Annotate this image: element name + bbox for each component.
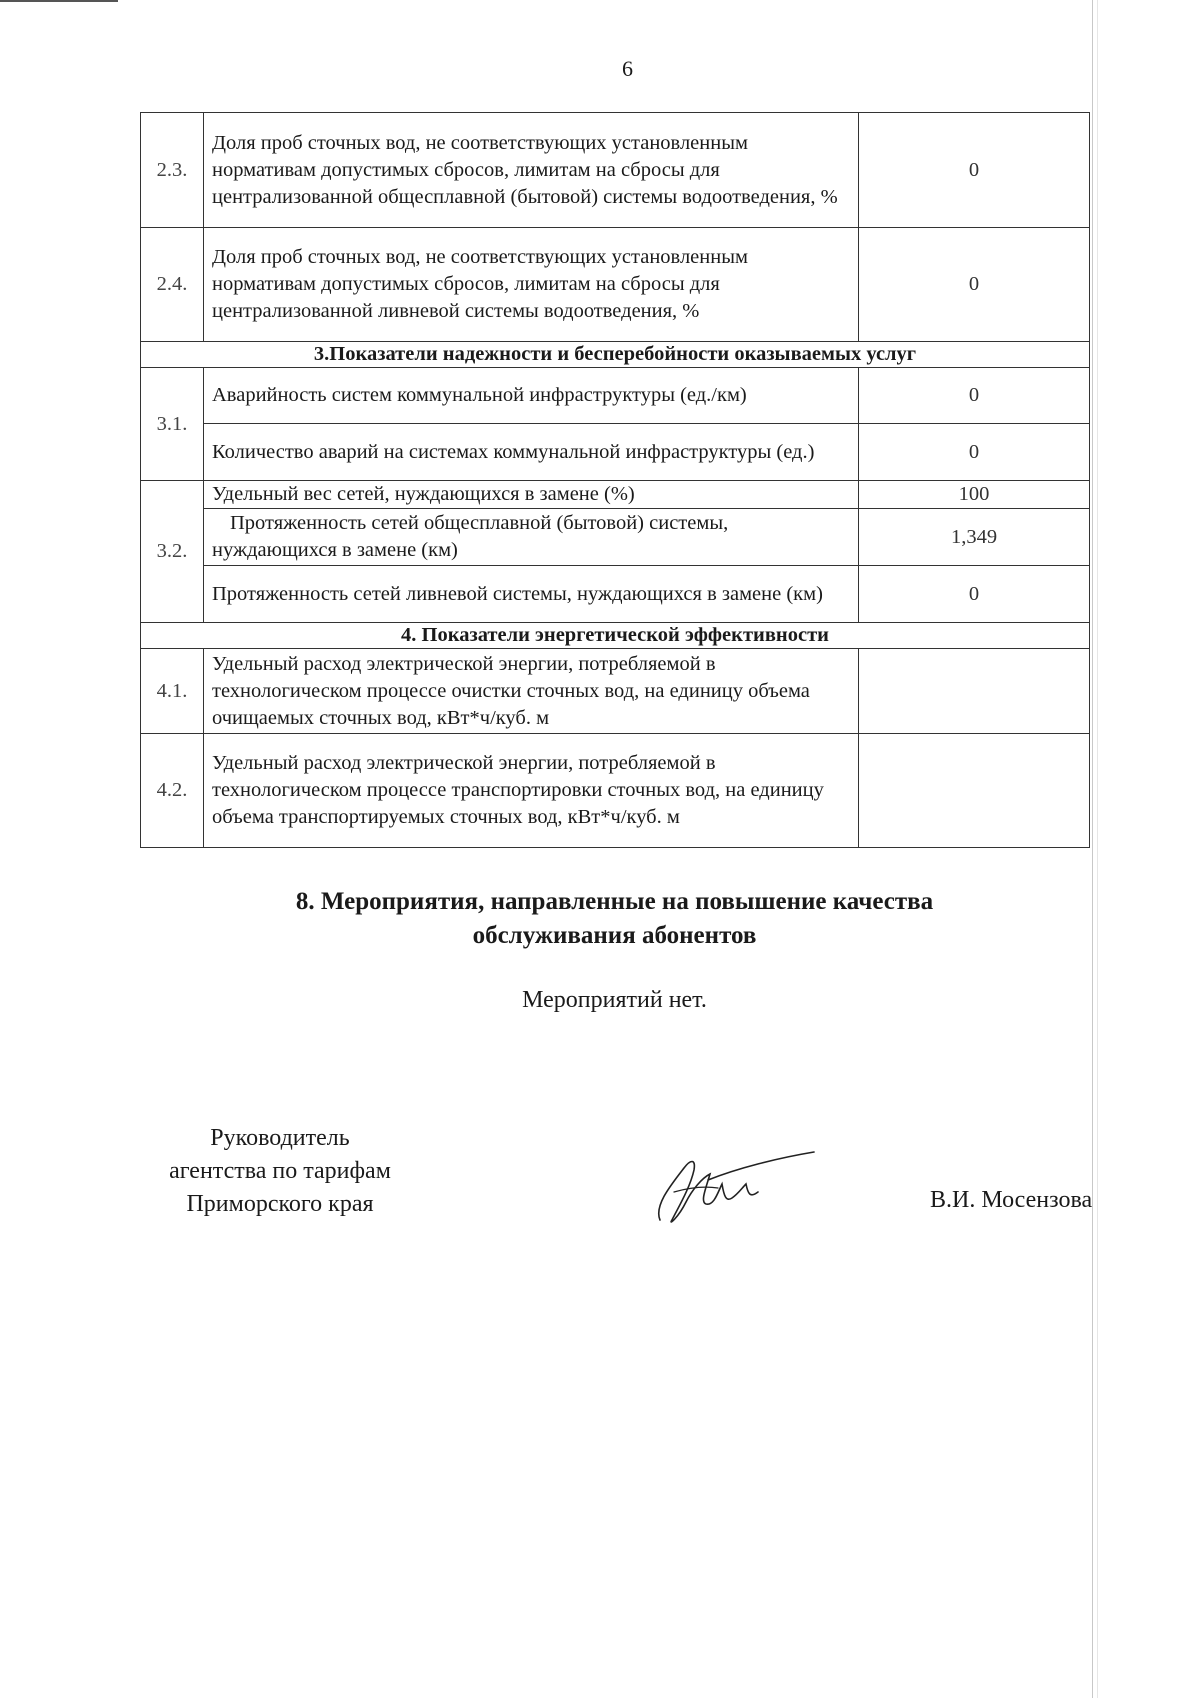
table-row	[141, 566, 1090, 623]
signer-title	[130, 1122, 430, 1221]
table-row	[141, 509, 1090, 566]
table-row	[141, 113, 1090, 228]
signer-title-line: Приморского края	[186, 1191, 374, 1217]
section-title: 3.Показатели надежности и бесперебойности оказываемых услуг	[141, 342, 1090, 368]
indicator-value: 1,349	[859, 509, 1090, 566]
signer-title-line: агентства по тарифам	[169, 1158, 391, 1184]
section-8-heading-line: 8. Мероприятия, направленные на повышение качества	[295, 888, 934, 915]
indicator-description: Аварийность систем коммунальной инфраструктуры (ед./км)	[204, 368, 859, 424]
indicator-description: Удельный расход электрической энергии, потребляемой в технологическом процессе транспортировки сточных вод, на единицу объема транспортируемых сточных вод, кВт*ч/куб. м	[204, 734, 859, 848]
table-row	[141, 228, 1090, 342]
section-header-row	[141, 342, 1090, 368]
section-title: 4. Показатели энергетической эффективности	[141, 623, 1090, 649]
indicator-description: Доля проб сточных вод, не соответствующих установленным нормативам допустимых сбросов, лимитам на сбросы для централизованной общесплавной (бытовой) системы водоотведения, %	[204, 113, 859, 228]
indicator-value: 0	[859, 566, 1090, 623]
page-number: 6	[622, 56, 633, 81]
table-row	[141, 649, 1090, 734]
section-8-heading	[140, 885, 1089, 953]
table-row	[141, 424, 1090, 481]
row-number: 3.2.	[141, 481, 204, 623]
indicator-description: Удельный расход электрической энергии, потребляемой в технологическом процессе очистки сточных вод, на единицу объема очищаемых сточных вод, кВт*ч/куб. м	[204, 649, 859, 734]
handwritten-signature	[648, 1148, 818, 1228]
row-number: 4.2.	[141, 734, 204, 848]
indicator-value: 0	[859, 113, 1090, 228]
signer-name: В.И. Мосензова	[930, 1187, 1093, 1213]
row-number: 2.3.	[141, 113, 204, 228]
row-number: 3.1.	[141, 368, 204, 481]
indicators-table	[140, 112, 1090, 848]
indicator-description: Количество аварий на системах коммунальной инфраструктуры (ед.)	[204, 424, 859, 481]
section-8-text: Мероприятий нет.	[522, 987, 707, 1013]
indicator-value: 0	[859, 368, 1090, 424]
indicator-value: 0	[859, 424, 1090, 481]
indicator-value	[859, 734, 1090, 848]
scan-edge-line-faint	[1097, 0, 1098, 1698]
section-header-row	[141, 623, 1090, 649]
indicator-description: Доля проб сточных вод, не соответствующих установленным нормативам допустимых сбросов, лимитам на сбросы для централизованной ливневой системы водоотведения, %	[204, 228, 859, 342]
signer-title-line: Руководитель	[210, 1125, 350, 1151]
table-row	[141, 368, 1090, 424]
indicator-description: Протяженность сетей общесплавной (бытовой) системы, нуждающихся в замене (км)	[204, 509, 859, 566]
table-row	[141, 734, 1090, 848]
row-number: 2.4.	[141, 228, 204, 342]
indicator-value: 100	[859, 481, 1090, 509]
indicator-description: Протяженность сетей ливневой системы, нуждающихся в замене (км)	[204, 566, 859, 623]
section-8-heading-line: обслуживания абонентов	[472, 922, 757, 949]
table-row	[141, 481, 1090, 509]
row-number: 4.1.	[141, 649, 204, 734]
indicator-description: Удельный вес сетей, нуждающихся в замене (%)	[204, 481, 859, 509]
indicator-value	[859, 649, 1090, 734]
scan-edge-mark	[0, 0, 118, 2]
scan-edge-line	[1092, 0, 1093, 1698]
indicator-value: 0	[859, 228, 1090, 342]
